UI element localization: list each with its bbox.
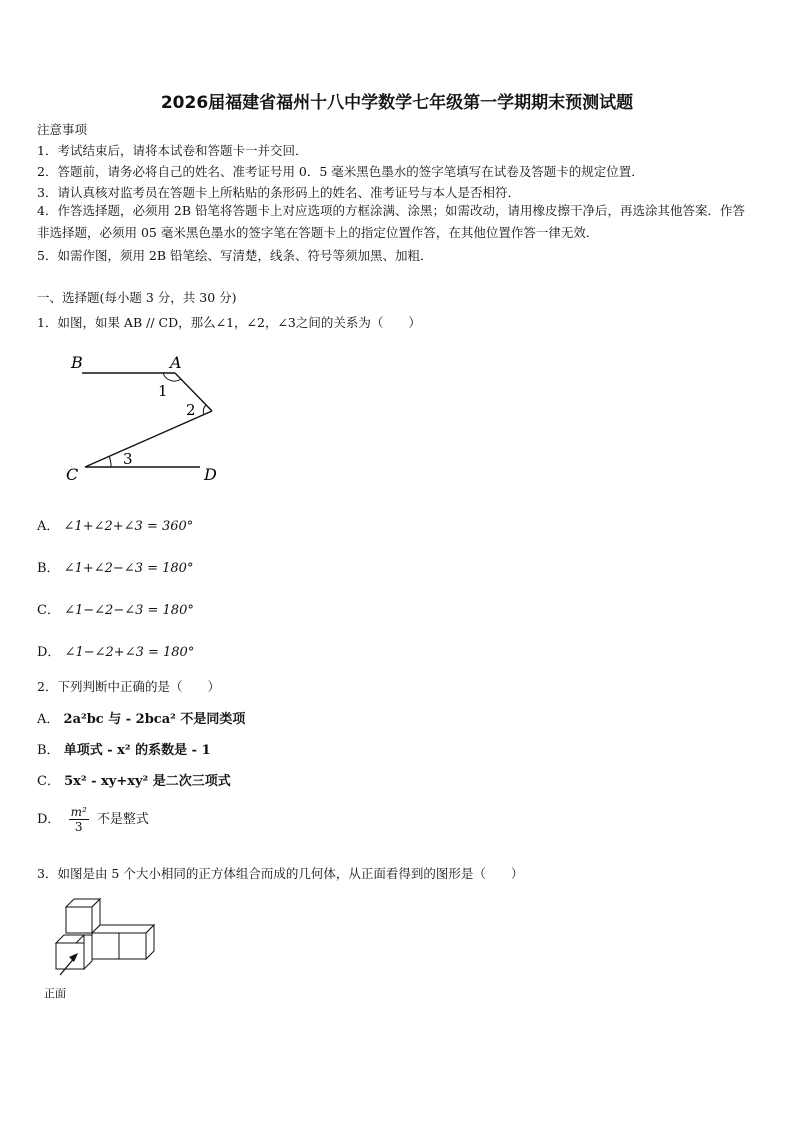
q1-option-a: [37, 515, 193, 534]
line-vertex-c: [85, 411, 212, 467]
question-2-stem: 2．下列判断中正确的是（ ）: [37, 679, 220, 694]
question-1-stem: 1．如图，如果 AB // CD，那么∠1，∠2，∠3之间的关系为（ ）: [37, 315, 421, 330]
label-d: D: [204, 465, 217, 484]
label-c: C: [66, 465, 79, 484]
front-view-label: 正面: [44, 987, 66, 1000]
q2-option-a: [37, 708, 245, 727]
notice-item-3: 3．请认真核对监考员在答题卡上所粘贴的条形码上的姓名、准考证号与本人是否相符．: [37, 185, 520, 200]
q2-option-c: [37, 770, 231, 789]
q2-option-d-letter: D．: [37, 812, 61, 827]
fraction-numerator: m²: [70, 805, 87, 819]
fraction-denominator: 3: [74, 820, 83, 834]
q3-cubes-figure: [38, 895, 168, 1005]
notice-item-5: 5．如需作图，须用 2B 铅笔绘、写清楚，线条、符号等须加黑、加粗．: [37, 248, 433, 263]
label-angle-3: 3: [123, 450, 133, 468]
page-title: 2026届福建省福州十八中学数学七年级第一学期期末预测试题: [160, 93, 634, 113]
q1-option-c: [37, 599, 194, 618]
q1-option-c-letter: C．: [37, 603, 60, 618]
q1-option-a-text: ∠1+∠2+∠3 = 360°: [63, 519, 194, 534]
notice-heading: 注意事项: [37, 122, 88, 137]
label-a: A: [170, 353, 182, 372]
q1-option-c-text: ∠1−∠2−∠3 = 180°: [64, 603, 194, 618]
question-3-stem: 3．如图是由 5 个大小相同的正方体组合而成的几何体，从正面看得到的图形是（ ）: [37, 866, 524, 881]
q1-option-d-letter: D．: [37, 645, 61, 660]
q1-option-b: [37, 557, 193, 576]
q2-option-a-letter: A．: [37, 712, 60, 727]
q1-option-a-letter: A．: [37, 519, 60, 534]
q2-option-b-text: 单项式 - x² 的系数是 - 1: [63, 743, 211, 758]
q2-option-c-text: 5x² - xy+xy² 是二次三项式: [64, 774, 231, 789]
q2-option-b-letter: B．: [37, 743, 60, 758]
label-angle-1: 1: [158, 382, 168, 400]
label-b: B: [71, 353, 83, 372]
section-heading: 一、选择题(每小题 3 分，共 30 分): [37, 290, 237, 305]
angle-3-arc: [109, 456, 111, 467]
q2-option-c-letter: C．: [37, 774, 60, 789]
q2-option-a-text: 2a²bc 与 - 2bca² 不是同类项: [63, 712, 246, 727]
q1-option-b-letter: B．: [37, 561, 60, 576]
q2-option-d: [37, 805, 149, 834]
q1-option-b-text: ∠1+∠2−∠3 = 180°: [63, 561, 194, 576]
notice-item-2: 2．答题前，请务必将自己的姓名、准考证号用 0．5 毫米黑色墨水的签字笔填写在试卷及答题卡的规定位置．: [37, 164, 644, 179]
q2-option-d-fraction: [69, 805, 89, 834]
label-angle-2: 2: [186, 401, 196, 419]
q1-option-d: [37, 641, 194, 660]
notice-item-4: 4．作答选择题，必须用 2B 铅笔将答题卡上对应选项的方框涂满、涂黑；如需改动，请用橡皮擦干净后，再选涂其他答案．作答非选择题，必须用 05 毫米黑色墨水的签字笔在答题卡上的指定位置作答，在其他位置作答一律无效．: [37, 203, 746, 240]
q2-option-b: [37, 739, 211, 758]
q1-option-d-text: ∠1−∠2+∠3 = 180°: [64, 645, 195, 660]
q1-parallel-lines-figure: [60, 348, 240, 488]
q2-option-d-text: 不是整式: [96, 812, 149, 827]
notice-item-1: 1．考试结束后，请将本试卷和答题卡一并交回．: [37, 143, 308, 158]
